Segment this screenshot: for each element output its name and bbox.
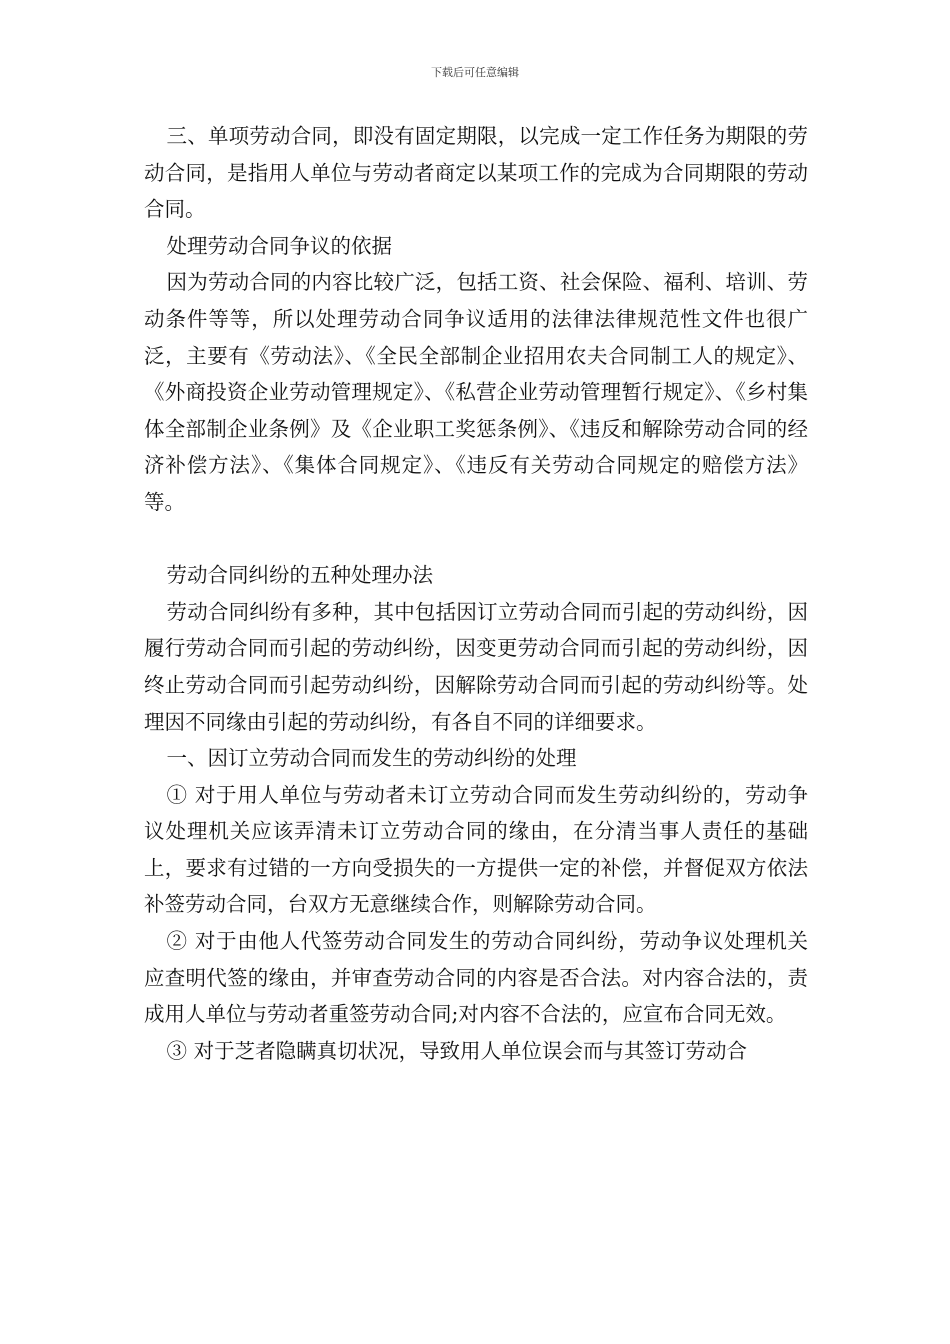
document-body xyxy=(144,118,808,1069)
paragraph-item-2: ② 对于由他人代签劳动合同发生的劳动合同纠纷，劳动争议处理机关应查明代签的缘由，并审查劳动合同的内容是否合法。对内容合法的，责成用人单位与劳动者重签劳动合同;对内容不合法的，应宣布合同无效。 xyxy=(144,929,808,1027)
page-header: 下载后可任意编辑 xyxy=(431,66,519,79)
heading-dispute-basis: 处理劳动合同争议的依据 xyxy=(166,233,393,258)
paragraph-single-task-contract: 三、单项劳动合同，即没有固定期限，以完成一定工作任务为期限的劳动合同，是指用人单位与劳动者商定以某项工作的完成为合同期限的劳动合同。 xyxy=(144,124,808,222)
paragraph-dispute-basis: 因为劳动合同的内容比较广泛，包括工资、社会保险、福利、培训、劳动条件等等，所以处理劳动合同争议适用的法律法律规范性文件也很广泛，主要有《劳动法》、《全民全部制企业招用农夫合同制工人的规定》、《外商投资企业劳动管理规定》、《私营企业劳动管理暂行规定》、《乡村集体全部制企业条例》及《企业职工奖惩条例》、《违反和解除劳动合同的经济补偿方法》、《集体合同规定》、《违反有关劳动合同规定的赔偿方法》等。 xyxy=(144,270,808,514)
paragraph-dispute-types: 劳动合同纠纷有多种，其中包括因订立劳动合同而引起的劳动纠纷，因履行劳动合同而引起的劳动纠纷，因变更劳动合同而引起的劳动纠纷，因终止劳动合同而引起劳动纠纷，因解除劳动合同而引起的劳动纠纷等。处理因不同缘由引起的劳动纠纷，有各自不同的详细要求。 xyxy=(144,599,808,734)
paragraph-item-1: ① 对于用人单位与劳动者未订立劳动合同而发生劳动纠纷的，劳动争议处理机关应该弄清未订立劳动合同的缘由，在分清当事人责任的基础上，要求有过错的一方向受损失的一方提供一定的补偿，并督促双方依法补签劳动合同，台双方无意继续合作，则解除劳动合同。 xyxy=(144,782,808,917)
heading-signing-disputes: 一、因订立劳动合同而发生的劳动纠纷的处理 xyxy=(166,746,577,771)
paragraph-item-3: ③ 对于芝者隐瞒真切状况，导致用人单位误会而与其签订劳动合 xyxy=(166,1038,748,1063)
blank-line xyxy=(144,521,808,558)
heading-five-methods: 劳动合同纠纷的五种处理办法 xyxy=(166,563,434,588)
